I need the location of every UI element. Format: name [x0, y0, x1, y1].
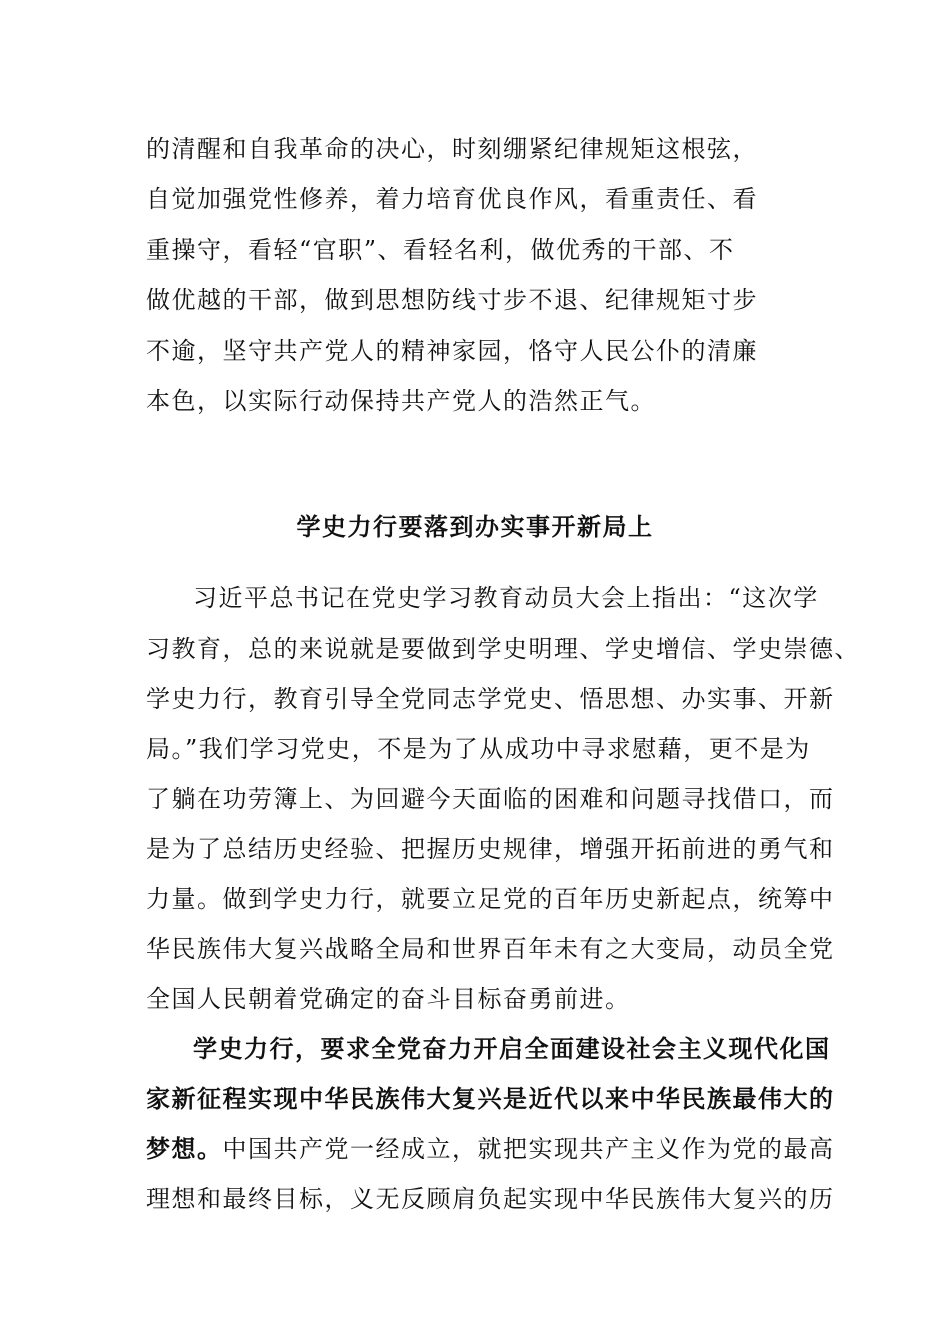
paragraph-2-line-2: 家新征程实现中华民族伟大复兴是近代以来中华民族最伟大的 — [146, 1084, 835, 1113]
paragraph-1-line-5: 了躺在功劳簿上、为回避今天面临的困难和问题寻找借口，而 — [146, 785, 835, 813]
section-title: 学史力行要落到办实事开新局上 — [296, 512, 654, 541]
paragraph-1-line-3: 学史力行，教育引导全党同志学党史、悟思想、办实事、开新 — [146, 685, 835, 713]
paragraph-1-line-7: 力量。做到学史力行，就要立足党的百年历史新起点，统筹中 — [146, 885, 835, 913]
paragraph-2-bold-lead: 梦想。 — [146, 1134, 223, 1163]
paragraph-1-line-6: 是为了总结历史经验、把握历史规律，增强开拓前进的勇气和 — [146, 835, 835, 863]
paragraph-1-line-1: 习近平总书记在党史学习教育动员大会上指出：“这次学 — [193, 584, 819, 612]
intro-line-5: 不逾，坚守共产党人的精神家园，恪守人民公仆的清廉 — [146, 337, 758, 365]
paragraph-1-line-4: 局。”我们学习党史，不是为了从成功中寻求慰藉，更不是为 — [146, 735, 811, 763]
paragraph-1-line-2: 习教育，总的来说就是要做到学史明理、学史增信、学史崇德、 — [146, 635, 860, 663]
intro-line-1: 的清醒和自我革命的决心，时刻绷紧纪律规矩这根弦， — [146, 135, 758, 163]
paragraph-2-line-1: 学史力行，要求全党奋力开启全面建设社会主义现代化国 — [193, 1034, 831, 1063]
paragraph-2-line-4: 理想和最终目标，义无反顾肩负起实现中华民族伟大复兴的历 — [146, 1185, 835, 1213]
paragraph-2-line-3 — [146, 1134, 835, 1164]
paragraph-1-line-9: 全国人民朝着党确定的奋斗目标奋勇前进。 — [146, 985, 631, 1013]
intro-line-4: 做优越的干部，做到思想防线寸步不退、纪律规矩寸步 — [146, 286, 758, 314]
intro-line-6: 本色，以实际行动保持共产党人的浩然正气。 — [146, 387, 656, 415]
intro-line-3: 重操守，看轻“官职”、看轻名利，做优秀的干部、不 — [146, 236, 735, 264]
paragraph-1-line-8: 华民族伟大复兴战略全局和世界百年未有之大变局，动员全党 — [146, 935, 835, 963]
paragraph-2-rest: 中国共产党一经成立，就把实现共产主义作为党的最高 — [222, 1135, 835, 1163]
intro-line-2: 自觉加强党性修养，着力培育优良作风，看重责任、看 — [146, 185, 758, 213]
